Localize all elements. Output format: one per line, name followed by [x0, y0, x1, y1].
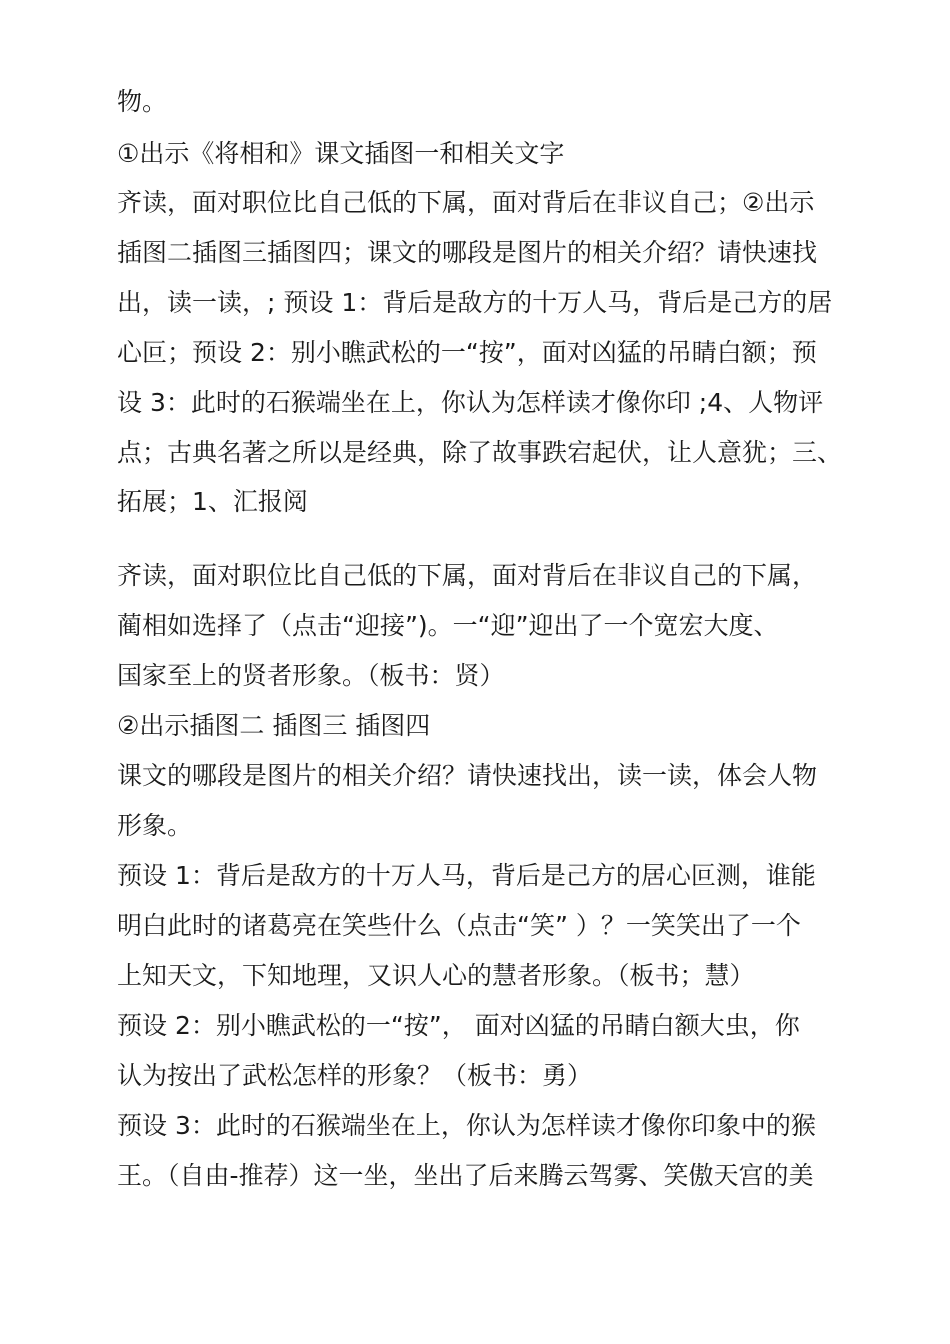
text-line: 认为按出了武松怎样的形象？（板书：勇） — [117, 1061, 593, 1090]
text-line: 齐读，面对职位比自己低的下属，面对背后在非议自己；②出示 — [117, 188, 815, 217]
text-line: 预设 3：此时的石猴端坐在上，你认为怎样读才像你印象中的猴 — [117, 1111, 816, 1140]
text-line: 插图二插图三插图四；课文的哪段是图片的相关介绍？请快速找 — [117, 238, 818, 267]
text-line: 预设 2：别小瞧武松的一“按”， 面对凶猛的吊睛白额大虫，你 — [117, 1011, 800, 1040]
text-line: 拓展；1、汇报阅 — [117, 487, 308, 516]
text-line: 出，读一读，; 预设 1：背后是敌方的十万人马，背后是己方的居 — [117, 288, 833, 317]
text-line: 点；古典名著之所以是经典，除了故事跌宕起伏，让人意犹；三、 — [117, 438, 843, 467]
text-line: 心叵；预设 2：别小瞧武松的一“按”，面对凶猛的吊睛白额；预 — [117, 338, 817, 367]
text-line: 蔺相如选择了（点击“迎接”)。一“迎”迎出了一个宽宏大度、 — [117, 611, 779, 640]
text-line: 课文的哪段是图片的相关介绍？请快速找出，读一读，体会人物 — [117, 761, 818, 790]
text-line: 明白此时的诸葛亮在笑些什么（点击“笑” ）？一笑笑出了一个 — [117, 911, 801, 940]
text-line: 齐读，面对职位比自己低的下属，面对背后在非议自己的下属， — [117, 561, 818, 590]
text-line: 设 3：此时的石猴端坐在上，你认为怎样读才像你印 ;4、人物评 — [117, 388, 824, 417]
text-line: 国家至上的贤者形象。（板书：贤） — [117, 661, 505, 690]
text-line: 物。 — [117, 87, 168, 116]
text-line: 预设 1：背后是敌方的十万人马，背后是己方的居心叵测，谁能 — [117, 861, 816, 890]
text-line: ①出示《将相和》课文插图一和相关文字 — [117, 139, 565, 168]
text-line: 上知天文，下知地理，又识人心的慧者形象。（板书；慧） — [117, 961, 755, 990]
text-line: 王。（自由-推荐）这一坐，坐出了后来腾云驾雾、笑傲天宫的美 — [117, 1161, 814, 1190]
text-line: ②出示插图二 插图三 插图四 — [117, 711, 431, 740]
text-line: 形象。 — [117, 811, 193, 840]
